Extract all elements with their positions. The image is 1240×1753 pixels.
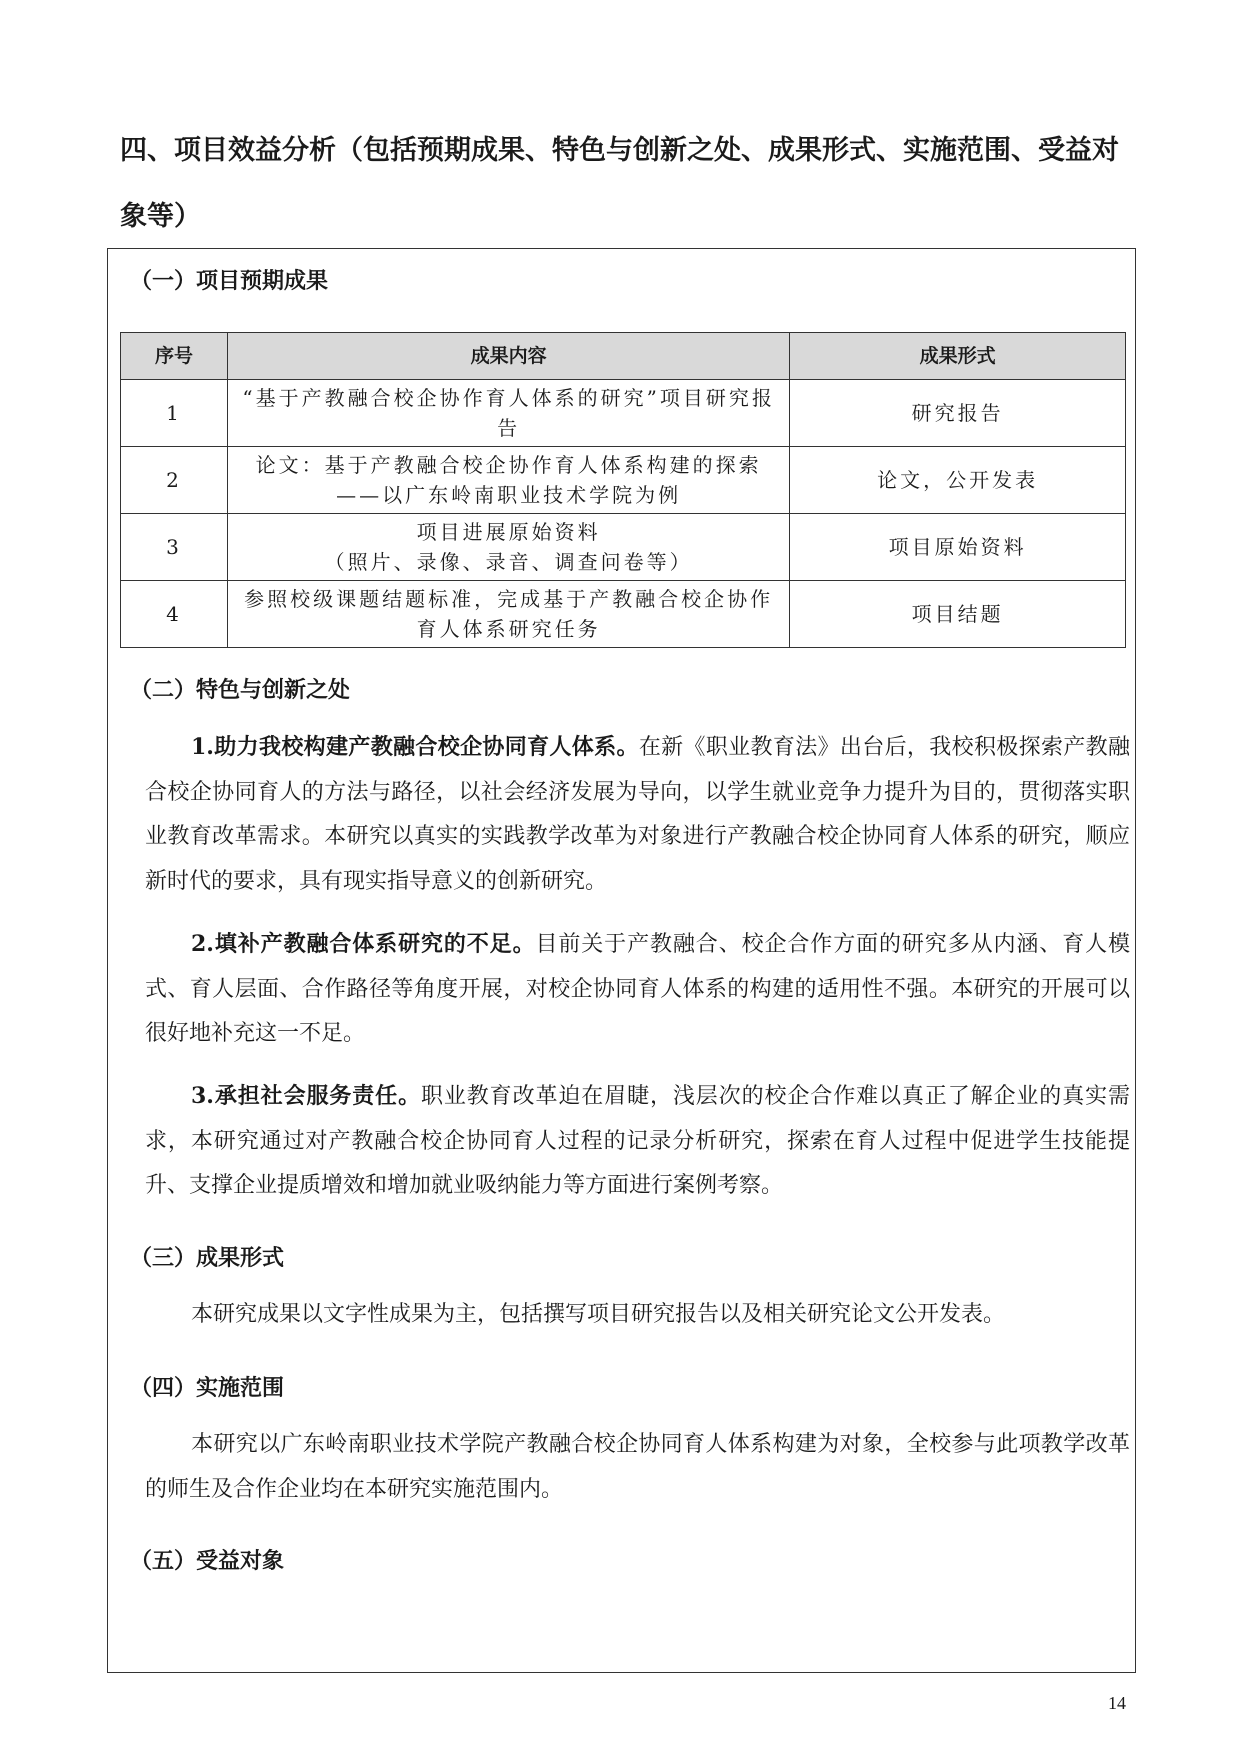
cell-number: 4 [121,581,228,648]
section-title-features: （二）特色与创新之处 [130,678,351,703]
section-title-result-form: （三）成果形式 [130,1246,285,1271]
feature-paragraph-1 [145,725,1130,905]
cell-content-line: （照片、录像、录音、调查问卷等） [324,550,693,574]
table-row [121,447,1126,514]
table-row [121,514,1126,581]
section-title-beneficiaries: （五）受益对象 [130,1549,285,1574]
cell-content-line: 项目进展原始资料 [416,520,601,544]
feature-lead-3: 3.承担社会服务责任。 [191,1083,421,1109]
column-header-content: 成果内容 [227,333,789,380]
cell-content: 参照校级课题结题标准，完成基于产教融合校企协作育人体系研究任务 [227,581,789,648]
feature-text-2: 目前关于产教融合、校企合作方面的研究多从内涵、育人模式、育人层面、合作路径等角度开展，对校企协同育人体系的构建的适用性不强。本研究的开展可以很好地补充这一不足。 [145,932,1130,1047]
cell-form: 论文，公开发表 [790,447,1126,514]
feature-lead-2: 2.填补产教融合体系研究的不足。 [191,931,536,957]
page-number: 14 [1108,1693,1126,1713]
table-row [121,581,1126,648]
feature-text-3: 职业教育改革迫在眉睫，浅层次的校企合作难以真正了解企业的真实需求，本研究通过对产教融合校企协同育人过程的记录分析研究，探索在育人过程中促进学生技能提升、支撑企业提质增效和增加就业吸纳能力等方面进行案例考察。 [145,1084,1130,1199]
feature-text-1: 在新《职业教育法》出台后，我校积极探索产教融合校企协同育人的方法与路径，以社会经济发展为导向，以学生就业竞争力提升为目的，贯彻落实职业教育改革需求。本研究以真实的实践教学改革为对象进行产教融合校企协同育人体系的研究，顺应新时代的要求，具有现实指导意义的创新研究。 [145,735,1130,895]
cell-content: 论文：基于产教融合校企协作育人体系构建的探索——以广东岭南职业技术学院为例 [227,447,789,514]
feature-lead-1: 1.助力我校构建产教融合校企协同育人体系。 [191,734,639,760]
section-title-scope: （四）实施范围 [130,1376,285,1401]
main-heading: 四、项目效益分析（包括预期成果、特色与创新之处、成果形式、实施范围、受益对象等） [120,135,1119,232]
feature-paragraph-3 [145,1074,1130,1209]
cell-number: 2 [121,447,228,514]
section-title-expected-results: （一）项目预期成果 [130,269,329,294]
table-row [121,380,1126,447]
table-header-row [121,333,1126,380]
cell-number: 3 [121,514,228,581]
scope-paragraph: 本研究以广东岭南职业技术学院产教融合校企协同育人体系构建为对象，全校参与此项教学改革的师生及合作企业均在本研究实施范围内。 [145,1432,1130,1502]
cell-number: 1 [121,380,228,447]
expected-results-table [120,332,1126,648]
cell-form: 研究报告 [790,380,1126,447]
cell-content [227,514,789,581]
column-header-number: 序号 [121,333,228,380]
cell-content: “基于产教融合校企协作育人体系的研究”项目研究报告 [227,380,789,447]
column-header-form: 成果形式 [790,333,1126,380]
result-form-paragraph: 本研究成果以文字性成果为主，包括撰写项目研究报告以及相关研究论文公开发表。 [191,1302,1006,1327]
cell-form: 项目原始资料 [790,514,1126,581]
feature-paragraph-2 [145,922,1130,1057]
cell-form: 项目结题 [790,581,1126,648]
